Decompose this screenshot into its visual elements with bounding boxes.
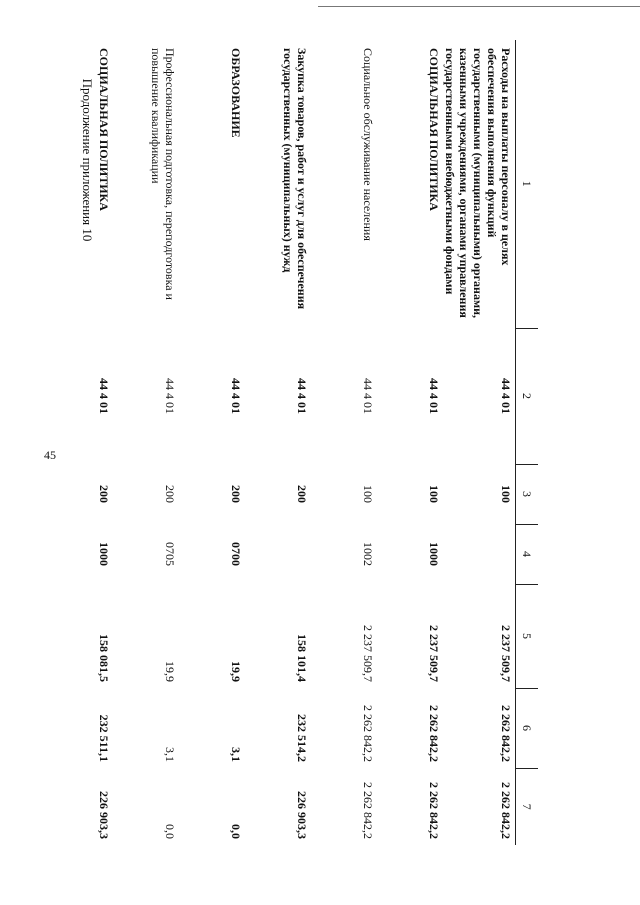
amount-col-7: 2 262 842,2	[499, 782, 513, 839]
expense-type-code: 200	[295, 485, 309, 503]
expense-type-code: 200	[97, 485, 111, 503]
row-name: СОЦИАЛЬНАЯ ПОЛИТИКА	[427, 48, 441, 211]
table-header-row	[516, 40, 539, 845]
target-article-code: 44 4 01	[229, 378, 243, 414]
amount-col-5: 158 101,4	[295, 634, 309, 682]
row-name: Профессиональная подготовка, переподготовка и повышение квалификации	[149, 48, 177, 300]
col-header-3: 3	[516, 464, 539, 524]
col-header-7: 7	[516, 768, 539, 845]
amount-col-7: 226 903,3	[295, 791, 309, 839]
amount-col-7: 0,0	[229, 824, 243, 839]
amount-col-7: 2 262 842,2	[361, 782, 375, 839]
target-article-code: 44 4 01	[163, 378, 177, 414]
target-article-code: 44 4 01	[499, 378, 513, 414]
col-header-5: 5	[516, 584, 539, 688]
table-row	[311, 40, 377, 845]
target-article-code: 44 4 01	[361, 378, 375, 414]
amount-col-7: 0,0	[163, 824, 177, 839]
amount-col-5: 19,9	[163, 661, 177, 682]
amount-col-6: 232 514,2	[295, 714, 309, 762]
expense-type-code: 100	[499, 485, 513, 503]
row-name: ОБРАЗОВАНИЕ	[229, 48, 243, 138]
section-code	[245, 524, 311, 584]
table-row	[377, 40, 443, 845]
amount-col-6: 232 511,1	[97, 714, 111, 762]
section-code: 0705	[163, 542, 177, 566]
section-code: 0700	[229, 542, 243, 566]
row-name: Закупка товаров, работ и услуг для обеспечения государственных (муниципальных) нужд	[281, 48, 309, 310]
table-row	[47, 40, 113, 845]
page-number: 45	[44, 448, 56, 462]
expense-type-code: 100	[427, 485, 441, 503]
table-row	[179, 40, 245, 845]
appendix-caption: Продолжение приложения 10	[80, 78, 95, 242]
section-code	[443, 524, 516, 584]
row-name: СОЦИАЛЬНАЯ ПОЛИТИКА	[97, 48, 111, 211]
amount-col-6: 2 262 842,2	[427, 705, 441, 762]
budget-table	[47, 40, 538, 845]
expense-type-code: 200	[229, 485, 243, 503]
amount-col-6: 2 262 842,2	[361, 705, 375, 762]
row-name: Расходы на выплаты персоналу в целях обеспечения выполнения функций государственными (муниципальными) органами, казенными учреждениями, органами управления государственными внебюджетными фондами	[443, 48, 513, 319]
table-row	[443, 40, 516, 845]
amount-col-6: 3,1	[229, 747, 243, 762]
amount-col-5: 2 237 509,7	[361, 625, 375, 682]
section-code: 1000	[427, 542, 441, 566]
section-code: 1002	[361, 542, 375, 566]
amount-col-6: 3,1	[163, 747, 177, 762]
amount-col-7: 2 262 842,2	[427, 782, 441, 839]
col-header-4: 4	[516, 524, 539, 584]
table-row	[245, 40, 311, 845]
col-header-6: 6	[516, 688, 539, 768]
col-header-2: 2	[516, 328, 539, 464]
amount-col-5: 158 081,5	[97, 634, 111, 682]
col-header-1: 1	[516, 40, 539, 328]
target-article-code: 44 4 01	[97, 378, 111, 414]
section-code: 1000	[97, 542, 111, 566]
table-row	[113, 40, 179, 845]
target-article-code: 44 4 01	[427, 378, 441, 414]
amount-col-6: 2 262 842,2	[499, 705, 513, 762]
amount-col-5: 2 237 509,7	[427, 625, 441, 682]
expense-type-code: 100	[361, 485, 375, 503]
target-article-code: 44 4 01	[295, 378, 309, 414]
row-name: Социальное обслуживание населения	[361, 48, 375, 241]
amount-col-7: 226 903,3	[97, 791, 111, 839]
amount-col-5: 2 237 509,7	[499, 625, 513, 682]
expense-type-code: 200	[163, 485, 177, 503]
amount-col-5: 19,9	[229, 661, 243, 682]
